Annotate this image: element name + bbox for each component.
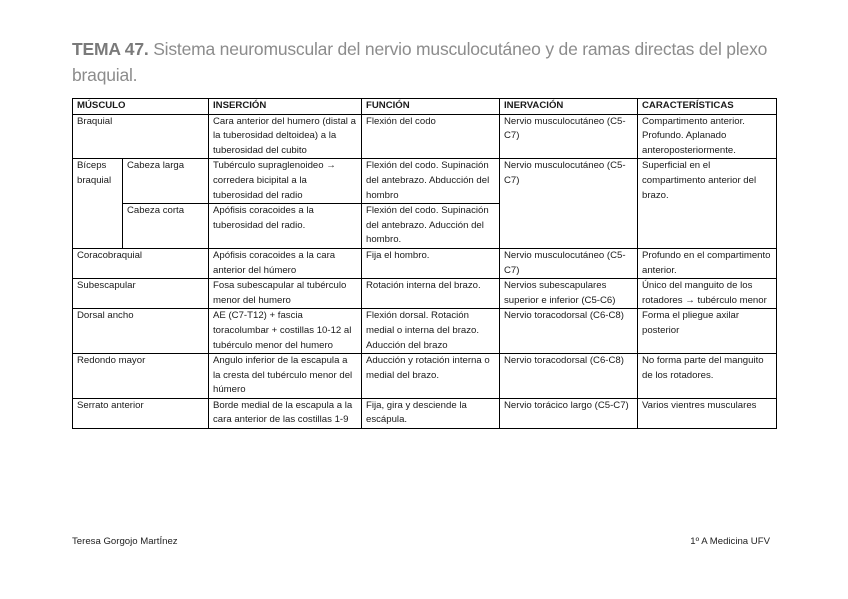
cell-funcion: Flexión dorsal. Rotación medial o interna del brazo. Aducción del brazo xyxy=(362,309,500,354)
cell-musculo: Dorsal ancho xyxy=(73,309,209,354)
cell-caracteristicas: No forma parte del manguito de los rotadores. xyxy=(638,354,777,399)
cell-caracteristicas: Único del manguito de los rotadores → tubérculo menor xyxy=(638,279,777,309)
cell-funcion: Flexión del codo. Supinación del antebrazo. Abducción del hombro xyxy=(362,159,500,204)
table-row xyxy=(73,354,777,399)
cell-caracteristicas: Forma el pliegue axilar posterior xyxy=(638,309,777,354)
cell-funcion: Fija el hombro. xyxy=(362,248,500,278)
cell-caracteristicas: Profundo en el compartimento anterior. xyxy=(638,248,777,278)
cell-inervacion: Nervio musculocutáneo (C5-C7) xyxy=(500,159,638,249)
footer-course: 1º A Medicina UFV xyxy=(690,536,770,547)
table-row xyxy=(73,279,777,309)
table-header-row xyxy=(73,99,777,115)
cell-insercion: Cara anterior del humero (distal a la tuberosidad deltoidea) a la tuberosidad del cubito xyxy=(209,114,362,159)
cell-inervacion: Nervio toracodorsal (C6-C8) xyxy=(500,354,638,399)
cell-caracteristicas: Varios vientres musculares xyxy=(638,398,777,428)
cell-insercion: Tubérculo supraglenoideo → corredera bicipital a la tuberosidad del radio xyxy=(209,159,362,204)
cell-caracteristicas: Superficial en el compartimento anterior del brazo. xyxy=(638,159,777,249)
page-title xyxy=(72,36,782,88)
muscle-table xyxy=(72,98,777,429)
cell-funcion: Aducción y rotación interna o medial del brazo. xyxy=(362,354,500,399)
cell-musculo: Coracobraquial xyxy=(73,248,209,278)
cell-musculo: Serrato anterior xyxy=(73,398,209,428)
cell-caracteristicas: Compartimento anterior. Profundo. Aplanado anteroposteriormente. xyxy=(638,114,777,159)
cell-insercion: AE (C7-T12) + fascia toracolumbar + costillas 10-12 al tubérculo menor del humero xyxy=(209,309,362,354)
cell-subhead: Cabeza larga xyxy=(123,159,209,204)
header-musculo: MÚSCULO xyxy=(73,99,209,115)
cell-subhead: Cabeza corta xyxy=(123,204,209,249)
cell-musculo: Subescapular xyxy=(73,279,209,309)
cell-inervacion: Nervio toracodorsal (C6-C8) xyxy=(500,309,638,354)
cell-inervacion: Nervio musculocutáneo (C5-C7) xyxy=(500,114,638,159)
cell-funcion: Flexión del codo. Supinación del antebrazo. Aducción del hombro. xyxy=(362,204,500,249)
cell-insercion: Apófisis coracoides a la cara anterior del húmero xyxy=(209,248,362,278)
title-number: TEMA 47. xyxy=(72,39,149,59)
header-caracteristicas: CARACTERÍSTICAS xyxy=(638,99,777,115)
table-row xyxy=(73,248,777,278)
cell-musculo: Bíceps braquial xyxy=(73,159,123,249)
table-row xyxy=(73,309,777,354)
cell-musculo: Braquial xyxy=(73,114,209,159)
cell-insercion: Borde medial de la escapula a la cara anterior de las costillas 1-9 xyxy=(209,398,362,428)
header-insercion: INSERCIÓN xyxy=(209,99,362,115)
title-text: Sistema neuromuscular del nervio musculocutáneo y de ramas directas del plexo braquial. xyxy=(72,39,768,85)
cell-funcion: Flexión del codo xyxy=(362,114,500,159)
table-row xyxy=(73,114,777,159)
cell-inervacion: Nervio musculocutáneo (C5-C7) xyxy=(500,248,638,278)
cell-musculo: Redondo mayor xyxy=(73,354,209,399)
cell-insercion: Angulo inferior de la escapula a la cresta del tubérculo menor del húmero xyxy=(209,354,362,399)
cell-inervacion: Nervios subescapulares superior e inferior (C5-C6) xyxy=(500,279,638,309)
cell-insercion: Fosa subescapular al tubérculo menor del humero xyxy=(209,279,362,309)
header-funcion: FUNCIÓN xyxy=(362,99,500,115)
table-row xyxy=(73,398,777,428)
cell-inervacion: Nervio torácico largo (C5-C7) xyxy=(500,398,638,428)
header-inervacion: INERVACIÓN xyxy=(500,99,638,115)
cell-insercion: Apófisis coracoides a la tuberosidad del radio. xyxy=(209,204,362,249)
footer-author: Teresa Gorgojo MartÍnez xyxy=(72,536,178,547)
cell-funcion: Fija, gira y desciende la escápula. xyxy=(362,398,500,428)
cell-funcion: Rotación interna del brazo. xyxy=(362,279,500,309)
table-row xyxy=(73,159,777,204)
